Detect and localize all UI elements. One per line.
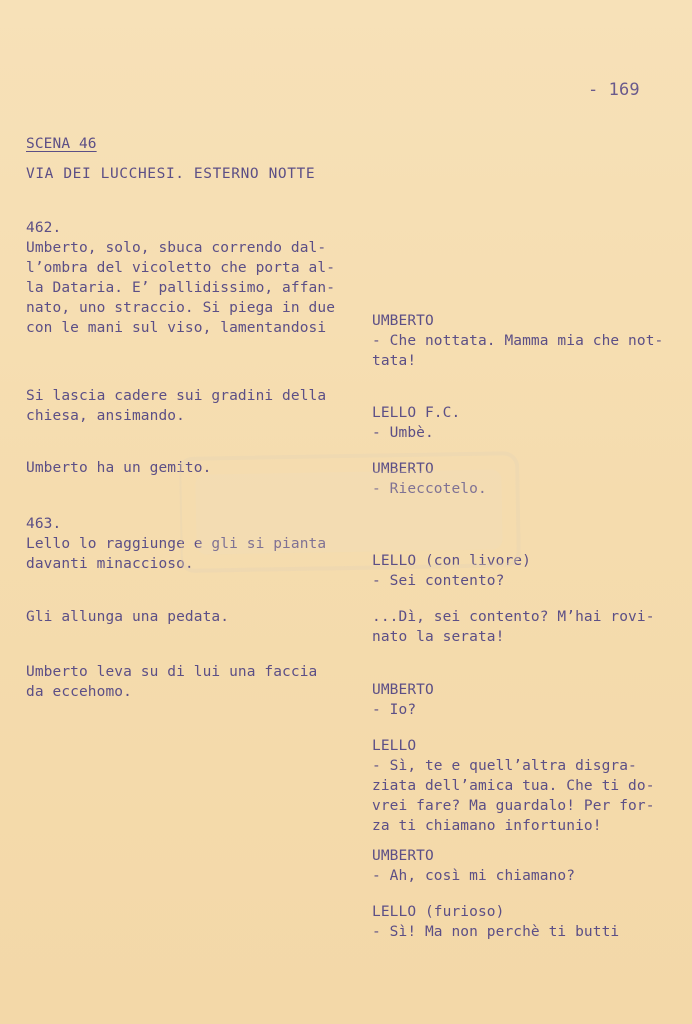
text-line: l’ombra del vicoletto che porta al- [26, 260, 336, 276]
text-line: la Dataria. E’ pallidissimo, affan- [26, 280, 336, 296]
direction-faccia [26, 662, 356, 702]
watermark-shape [179, 449, 521, 575]
text-line: chiesa, ansimando. [26, 408, 185, 424]
direction-pedata [26, 607, 356, 627]
speaker-name: LELLO [372, 738, 417, 754]
dialogue-line: tata! [372, 353, 417, 369]
dialogue-lello-serata [372, 607, 682, 647]
dialogue-line: za ti chiamano infortunio! [372, 818, 602, 834]
dialogue-line: - Io? [372, 702, 417, 718]
scene-location: VIA DEI LUCCHESI. ESTERNO NOTTE [26, 166, 316, 182]
text-line: 462. [26, 220, 62, 236]
dialogue-umberto-chiamano [372, 846, 682, 886]
dialogue-line: - Rieccotelo. [372, 481, 487, 497]
dialogue-line: - Ah, così mi chiamano? [372, 868, 576, 884]
text-line: davanti minaccioso. [26, 556, 194, 572]
dialogue-line: - Che nottata. Mamma mia che not- [372, 333, 664, 349]
text-line: Lello lo raggiunge e gli si pianta [26, 536, 327, 552]
text-line: Gli allunga una pedata. [26, 609, 230, 625]
speaker-name: LELLO (con livore) [372, 553, 531, 569]
dialogue-line: vrei fare? Ma guardalo! Per for- [372, 798, 655, 814]
dialogue-line: - Sì! Ma non perchè ti butti [372, 924, 620, 940]
speaker-name: UMBERTO [372, 682, 434, 698]
dialogue-line: - Sei contento? [372, 573, 505, 589]
dialogue-line: nato la serata! [372, 629, 505, 645]
dialogue-line: ...Dì, sei contento? M’hai rovi- [372, 609, 655, 625]
shot-number-462 [26, 218, 356, 238]
text-line: con le mani sul viso, lamentandosi [26, 320, 327, 336]
dialogue-umberto-nottata [372, 311, 682, 371]
text-line: Si lascia cadere sui gradini della [26, 388, 327, 404]
archive-watermark [179, 449, 521, 575]
dialogue-umberto-io [372, 680, 682, 720]
text-line: Umberto ha un gemito. [26, 460, 212, 476]
direction-umberto-sbuca [26, 238, 356, 338]
page-number: - 169 [588, 80, 640, 100]
speaker-name: UMBERTO [372, 461, 434, 477]
dialogue-lello-furioso [372, 902, 682, 942]
dialogue-lello-umbe [372, 403, 682, 443]
dialogue-line: - Umbè. [372, 425, 434, 441]
text-line: da eccehomo. [26, 684, 132, 700]
direction-si-lascia-cadere [26, 386, 356, 426]
dialogue-line: ziata dell’amica tua. Che ti do- [372, 778, 655, 794]
scene-title: SCENA 46 [26, 136, 97, 152]
dialogue-lello-infortunio [372, 736, 682, 836]
text-line: Umberto leva su di lui una faccia [26, 664, 318, 680]
speaker-name: LELLO F.C. [372, 405, 461, 421]
text-line: Umberto, solo, sbuca correndo dal- [26, 240, 327, 256]
speaker-name: UMBERTO [372, 313, 434, 329]
dialogue-line: - Sì, te e quell’altra disgra- [372, 758, 637, 774]
text-line: nato, uno straccio. Si piega in due [26, 300, 336, 316]
speaker-name: LELLO (furioso) [372, 904, 505, 920]
text-line: 463. [26, 516, 62, 532]
speaker-name: UMBERTO [372, 848, 434, 864]
